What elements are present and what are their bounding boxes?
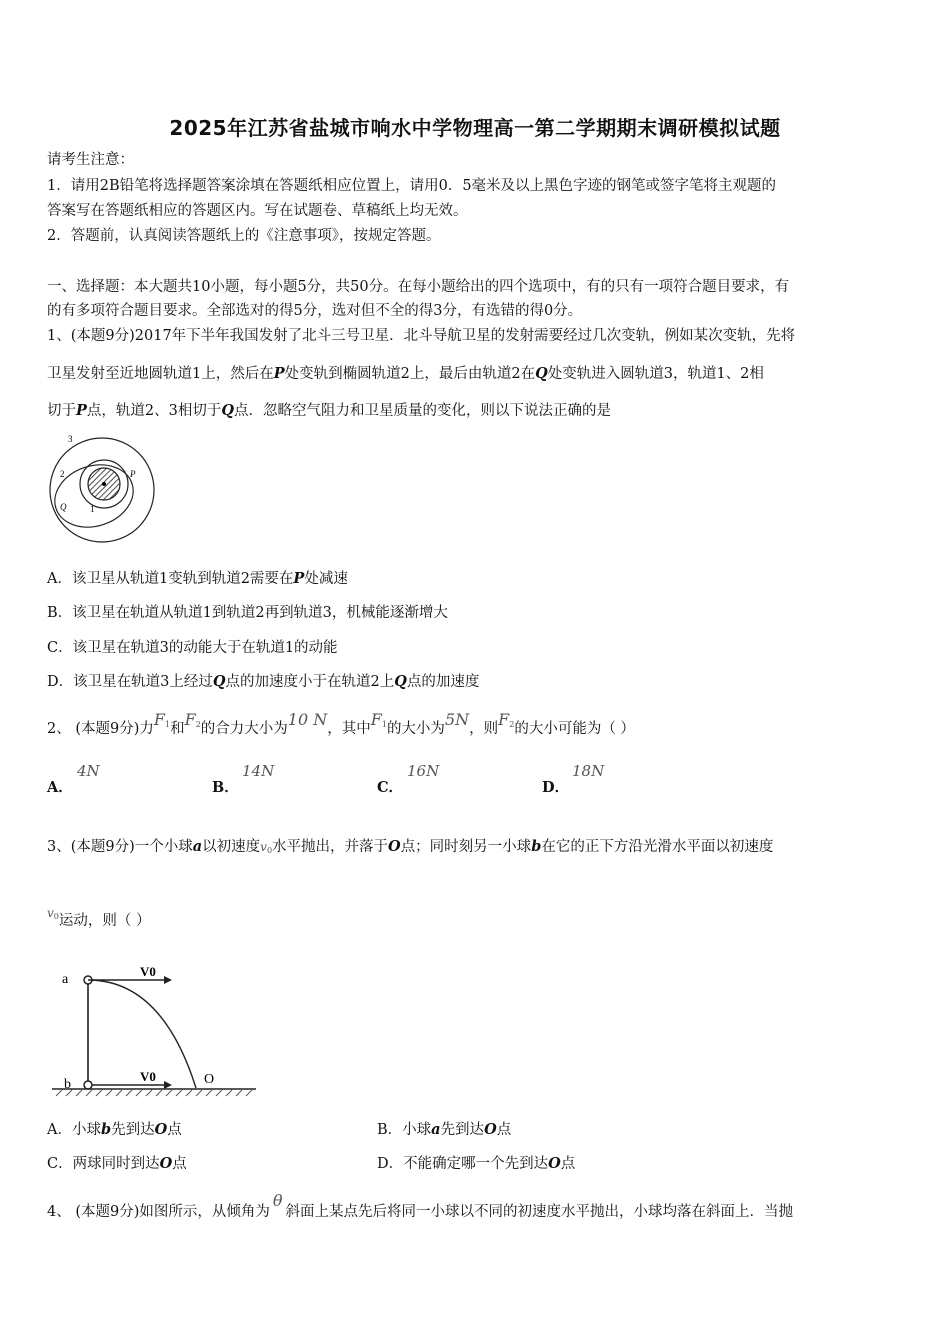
force-f1: $F_1$ (153, 710, 171, 729)
f1-value: 5N (444, 710, 470, 729)
q2-option-d-value: 18N (572, 762, 605, 780)
orbit-2-label: 2 (60, 469, 65, 479)
notice-line-3: 2．答题前，认真阅读答题纸上的《注意事项》，按规定答题。 (47, 228, 441, 244)
orbit-1-label: 1 (90, 504, 95, 514)
ground-hatch (56, 1090, 252, 1096)
force-f1-again: $F_1$ (370, 710, 387, 729)
orbit-3-label: 3 (68, 434, 73, 444)
q1-option-a[interactable]: A．该卫星从轨道1变轨到轨道2需要在P处减速 (47, 570, 348, 587)
point-p-label: P (130, 469, 136, 479)
notice-heading: 请考生注意： (47, 152, 134, 168)
point-q-label: Q (60, 502, 67, 512)
q1-option-c[interactable]: C．该卫星在轨道3的动能大于在轨道1的动能 (47, 640, 338, 656)
q1-option-b[interactable]: B．该卫星在轨道从轨道1到轨道2再到轨道3，机械能逐渐增大 (47, 605, 448, 621)
orbit-diagram (46, 432, 164, 544)
projectile-diagram (52, 960, 258, 1100)
q1-option-d[interactable]: D．该卫星在轨道3上经过Q点的加速度小于在轨道2上Q点的加速度 (47, 673, 480, 690)
section-instruction-line-1: 一、选择题：本大题共10小题，每小题5分，共50分。在每小题给出的四个选项中，有的只有一项符合题目要求，有 (47, 279, 790, 295)
q2-option-b-value: 14N (242, 762, 275, 780)
q2-option-c-value: 16N (407, 762, 440, 780)
q4-stem-line-1: 4、 (本题9分)如图所示，从倾角为θ斜面上某点先后将同一小球以不同的初速度水平抛出，小球均落在斜面上．当抛 (47, 1191, 794, 1220)
q3-stem-line-1: 3、(本题9分)一个小球a以初速度$v_0$水平抛出，并落于O点；同时刻另一小球b在它的正下方沿光滑水平面以初速度 (47, 838, 774, 855)
q1-stem-line-1: 1、(本题9分)2017年下半年我国发射了北斗三号卫星．北斗导航卫星的发射需要经过几次变轨，例如某次变轨，先将 (47, 328, 796, 344)
force-f2: $F_2$ (184, 710, 201, 729)
q2-option-b[interactable]: B． (212, 779, 239, 796)
page-title: 2025年江苏省盐城市响水中学物理高一第二学期期末调研模拟试题 (169, 116, 781, 140)
earth-center (102, 482, 106, 486)
initial-velocity-symbol-2: v0 (47, 906, 59, 921)
angle-theta: θ (272, 1191, 283, 1210)
q3-stem-line-2: $^{v_0}$运动，则（ ） (47, 906, 151, 929)
q3-option-d[interactable]: D．不能确定哪一个先到达O点 (377, 1155, 576, 1172)
notice-line-2: 答案写在答题纸相应的答题区内。写在试题卷、草稿纸上均无效。 (47, 203, 468, 219)
q3-option-c[interactable]: C．两球同时到达O点 (47, 1155, 187, 1172)
q1-stem-line-2: 卫星发射至近地圆轨道1上，然后在P处变轨到椭圆轨道2上，最后由轨道2在Q处变轨进入圆轨道3，轨道1、2相 (47, 365, 764, 382)
velocity-label-bottom: V0 (140, 1069, 156, 1084)
q2-option-d[interactable]: D． (542, 779, 570, 796)
q2-option-c[interactable]: C． (377, 779, 404, 796)
q2-option-a[interactable]: A． (47, 779, 73, 796)
ball-a-label: a (62, 972, 69, 987)
initial-velocity-symbol: $v_0$ (260, 840, 273, 855)
q1-stem-line-3: 切于P点，轨道2、3相切于Q点．忽略空气阻力和卫星质量的变化，则以下说法正确的是 (47, 402, 611, 419)
q2-option-a-value: 4N (77, 762, 100, 780)
ball-b (84, 1081, 92, 1089)
q3-option-b[interactable]: B．小球a先到达O点 (377, 1121, 512, 1138)
ball-b-label: b (64, 1077, 71, 1092)
q3-option-a[interactable]: A．小球b先到达O点 (47, 1121, 182, 1138)
q2-stem: 2、 (本题9分)力$F_1$和$F_2$的合力大小为10 N，其中$F_1$的大小为5N，则$F_2$的大小可能为（ ） (47, 710, 635, 737)
velocity-label-top: V0 (140, 964, 156, 979)
point-o-label: O (204, 1072, 215, 1087)
resultant-value: 10 N (287, 710, 328, 729)
notice-line-1: 1．请用2B铅笔将选择题答案涂填在答题纸相应位置上，请用0．5毫米及以上黑色字迹的钢笔或签字笔将主观题的 (47, 178, 777, 194)
force-f2-again: $F_2$ (498, 710, 515, 729)
section-instruction-line-2: 的有多项符合题目要求。全部选对的得5分，选对但不全的得3分，有选错的得0分。 (47, 303, 583, 319)
